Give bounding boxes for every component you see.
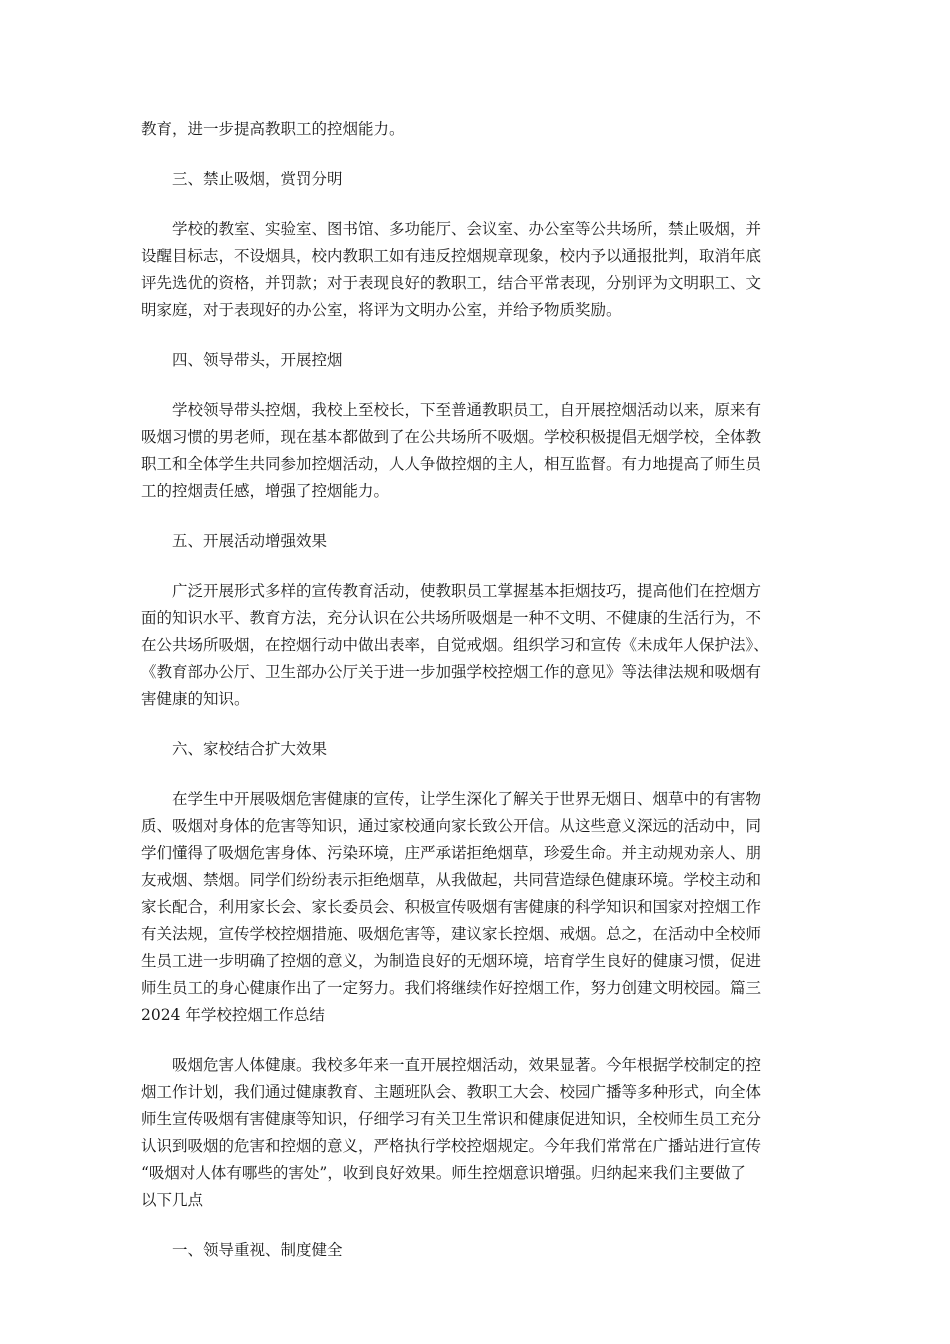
section-heading-6: 六、家校结合扩大效果 <box>172 740 328 758</box>
text-line: 评先选优的资格，并罚款；对于表现良好的教职工，结合平常表现，分别评为文明职工、文 <box>141 274 762 292</box>
text-line: 在学生中开展吸烟危害健康的宣传，让学生深化了解关于世界无烟日、烟草中的有害物 <box>172 790 762 808</box>
text-line: 吸烟习惯的男老师，现在基本都做到了在公共场所不吸烟。学校积极提倡无烟学校，全体教 <box>141 428 762 446</box>
paragraph-home-school <box>141 786 811 1029</box>
text-line: 师生宣传吸烟有害健康等知识，仔细学习有关卫生常识和健康促进知识，全校师生员工充分 <box>141 1110 762 1128</box>
text-line: 2024 年学校控烟工作总结 <box>141 1006 325 1024</box>
paragraph-summary-intro <box>141 1052 811 1214</box>
text-line: 学们懂得了吸烟危害身体、污染环境，庄严承诺拒绝烟草，珍爱生命。并主动规劝亲人、朋 <box>141 844 762 862</box>
text-line: 烟工作计划，我们通过健康教育、主题班队会、教职工大会、校园广播等多种形式，向全体 <box>141 1083 762 1101</box>
text-line: 家长配合，利用家长会、家长委员会、积极宣传吸烟有害健康的科学知识和国家对控烟工作 <box>141 898 762 916</box>
text-line: 学校的教室、实验室、图书馆、多功能厅、会议室、办公室等公共场所，禁止吸烟，并 <box>172 220 762 238</box>
text-line: “吸烟对人体有哪些的害处”，收到良好效果。师生控烟意识增强。归纳起来我们主要做了 <box>141 1164 746 1182</box>
text-line: 设醒目标志，不设烟具，校内教职工如有违反控烟规章现象，校内予以通报批判，取消年底 <box>141 247 762 265</box>
text-line: 广泛开展形式多样的宣传教育活动，使教职员工掌握基本拒烟技巧，提高他们在控烟方 <box>172 582 762 600</box>
text-line: 认识到吸烟的危害和控烟的意义，严格执行学校控烟规定。今年我们常常在广播站进行宣传 <box>141 1137 762 1155</box>
section-heading-4: 四、领导带头，开展控烟 <box>172 351 343 369</box>
text-line: 害健康的知识。 <box>141 690 250 708</box>
text-line: 教育，进一步提高教职工的控烟能力。 <box>141 120 405 138</box>
text-line: 吸烟危害人体健康。我校多年来一直开展控烟活动，效果显著。今年根据学校制定的控 <box>172 1056 762 1074</box>
section-heading-5: 五、开展活动增强效果 <box>172 532 328 550</box>
text-line: 职工和全体学生共同参加控烟活动，人人争做控烟的主人，相互监督。有力地提高了师生员 <box>141 455 762 473</box>
text-line: 在公共场所吸烟，在控烟行动中做出表率，自觉戒烟。组织学习和宣传《未成年人保护法》、 <box>141 636 769 654</box>
text-line: 师生员工的身心健康作出了一定努力。我们将继续作好控烟工作，努力创建文明校园。篇三 <box>141 979 762 997</box>
paragraph-leadership <box>141 397 811 505</box>
section-heading-1: 一、领导重视、制度健全 <box>172 1241 343 1259</box>
text-line: 面的知识水平、教育方法，充分认识在公共场所吸烟是一种不文明、不健康的生活行为，不 <box>141 609 762 627</box>
text-line: 工的控烟责任感，增强了控烟能力。 <box>141 482 390 500</box>
text-line: 有关法规，宣传学校控烟措施、吸烟危害等，建议家长控烟、戒烟。总之，在活动中全校师 <box>141 925 762 943</box>
text-line: 质、吸烟对身体的危害等知识，通过家校通向家长致公开信。从这些意义深远的活动中，同 <box>141 817 762 835</box>
text-line: 明家庭，对于表现好的办公室，将评为文明办公室，并给予物质奖励。 <box>141 301 622 319</box>
section-heading-3: 三、禁止吸烟，赏罚分明 <box>172 170 343 188</box>
text-line: 《教育部办公厅、卫生部办公厅关于进一步加强学校控烟工作的意见》等法律法规和吸烟有 <box>141 663 762 681</box>
text-line: 以下几点 <box>141 1191 204 1209</box>
document-page <box>141 116 811 1287</box>
paragraph-activities <box>141 578 811 713</box>
text-line: 生员工进一步明确了控烟的意义，为制造良好的无烟环境，培育学生良好的健康习惯，促进 <box>141 952 762 970</box>
paragraph-smoking-ban <box>141 216 811 324</box>
paragraph-continuation <box>141 116 811 143</box>
text-line: 友戒烟、禁烟。同学们纷纷表示拒绝烟草，从我做起，共同营造绿色健康环境。学校主动和 <box>141 871 762 889</box>
text-line: 学校领导带头控烟，我校上至校长，下至普通教职员工，自开展控烟活动以来，原来有 <box>172 401 762 419</box>
